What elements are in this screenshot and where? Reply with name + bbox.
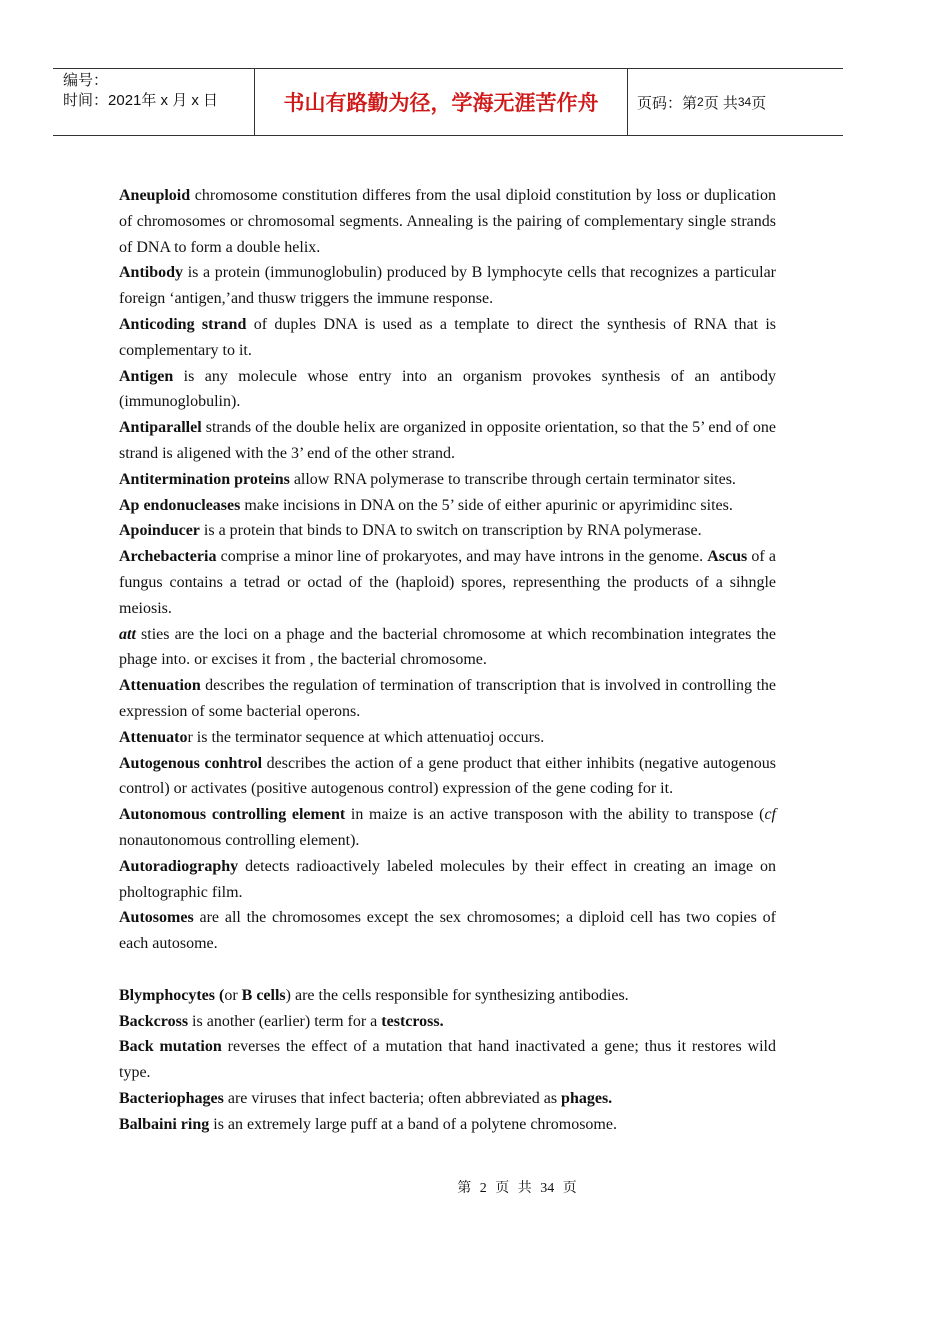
entry-term: Ap endonucleases [119,496,241,514]
entry-text: chromosome constitution differes from the usal diploid constitution by loss or duplication of chromosomes or chromosomal segments. Annealing is the pairing of complementary single strands of DNA to form a double helix. [119,187,776,256]
footer-page: 2 [479,1181,487,1196]
entry-term: Attenuato [119,728,188,746]
entry-term-secondary: testcross. [381,1012,444,1030]
footer-prefix: 第 [457,1181,472,1196]
entry-term: Antitermination proteins [119,470,290,488]
footer-page-indicator [457,1181,577,1196]
footer-suffix: 页 [562,1181,577,1196]
glossary-body [119,183,776,1137]
entry-term: Antigen [119,367,174,385]
page-mid: 页 共 [703,94,738,112]
glossary-entry [119,183,776,260]
footer-mid: 页 共 [495,1181,532,1196]
glossary-entry [119,1009,776,1035]
entry-text: reverses the effect of a mutation that hand inactivated a gene; thus it restores wild type. [119,1038,777,1082]
page-num: 2 [697,95,704,109]
entry-term: Archebacteria [119,548,217,566]
glossary-entry [119,622,776,674]
glossary-entry [119,493,776,519]
glossary-entry [119,802,776,854]
entry-text-secondary: ) are the cells responsible for synthesizing antibodies. [285,986,629,1004]
page-footer [0,1177,950,1197]
entry-italic: cf [764,806,776,824]
entry-term: Autoradiography [119,857,239,875]
entry-text: is a protein that binds to DNA to switch on transcription by RNA polymerase. [199,522,702,540]
entry-term-secondary: Ascus [707,548,748,566]
header-number-label: 编号： [63,72,109,89]
entry-text: in maize is an active transposon with the ability to transpose ( [345,806,765,824]
glossary-entry [119,905,776,957]
entry-text: comprise a minor line of prokaryotes, and may have introns in the genome. [216,548,708,566]
glossary-entry [119,1112,776,1138]
entry-text: is a protein (immunoglobulin) produced by B lymphocyte cells that recognizes a particular foreign ‘antigen,’and thusw triggers the immune response. [119,264,776,308]
date-rest: 年 x 月 x 日 [141,92,219,109]
entry-text: are viruses that infect bacteria; often abbreviated as [223,1089,562,1107]
entry-text: r is the terminator sequence at which attenuatioj occurs. [187,728,545,746]
time-label: 时间： [63,92,109,109]
page-header [53,68,843,136]
entry-term: Antibody [119,264,184,282]
entry-text: is any molecule whose entry into an organism provokes synthesis of an antibody (immunoglobulin). [119,367,776,411]
entry-term: Autosomes [119,909,194,927]
entry-text: are all the chromosomes except the sex chromosomes; a diploid cell has two copies of each autosome. [119,909,776,953]
entry-term: Bacteriophages [119,1089,224,1107]
glossary-entry [119,415,776,467]
glossary-entry [119,467,776,493]
entry-term-secondary: phages. [561,1089,613,1107]
entry-term: Anticoding strand [119,315,247,333]
glossary-entry [119,983,776,1009]
header-date [63,91,254,111]
glossary-entry [119,1034,776,1086]
section-gap [119,957,776,983]
page-label: 页码：第 [637,94,698,112]
entry-text: describes the regulation of termination of transcription that is involved in controlling the expression of some bacterial operons. [119,677,776,720]
entry-term: Backcross [119,1012,189,1030]
glossary-entry [119,673,776,725]
page-end: 页 [751,94,767,112]
glossary-entry [119,260,776,312]
entry-text: strands of the double helix are organized in opposite orientation, so that the 5’ end of one strand is aligened with the 3’ end of the other strand. [119,419,776,462]
entry-text-secondary: of a fungus contains a tetrad or octad of the (haploid) spores, representhing the products of a sihngle meiosis. [119,548,776,617]
entry-term: Balbaini ring [119,1115,210,1133]
entry-term: Aneuploid [119,187,191,204]
entry-text: or [224,986,242,1004]
page-total: 34 [737,95,752,109]
entry-term: Apoinducer [119,522,200,540]
entry-term: Blymphocytes ( [119,986,225,1004]
entry-text: describes the action of a gene product that either inhibits (negative autogenous control) or activates (positive autogenous control) expression of the gene coding for it. [119,754,777,798]
date-year: 2021 [108,92,142,109]
entry-text: detects radioactively labeled molecules by their effect in creating an image on pholtographic film. [119,857,776,901]
glossary-entry [119,544,776,621]
entry-term-secondary: B cells [241,986,286,1004]
entry-term: Antiparallel [119,419,202,437]
entry-term: Attenuation [119,677,201,695]
entry-term: att [119,625,136,643]
entry-text: of duples DNA is used as a template to direct the synthesis of RNA that is complementary to it. [119,315,776,359]
header-motto: 书山有路勤为径，学海无涯苦作舟 [254,69,628,135]
header-page-info [628,69,843,135]
glossary-entry [119,312,776,364]
entry-text: is another (earlier) term for a [188,1012,382,1030]
glossary-entry [119,725,776,751]
entry-text: is an extremely large puff at a band of a polytene chromosome. [209,1115,617,1133]
footer-total: 34 [540,1181,555,1196]
entry-term: Autogenous conhtrol [119,754,263,772]
entry-text: allow RNA polymerase to transcribe through certain terminator sites. [289,470,736,488]
glossary-entry [119,518,776,544]
entry-text-secondary: nonautonomous controlling element). [119,831,360,849]
glossary-entry [119,751,776,803]
entry-term: Back mutation [119,1038,222,1056]
glossary-entry [119,1086,776,1112]
entry-text: make incisions in DNA on the 5’ side of either apurinic or apyrimidinc sites. [240,496,733,514]
entry-term: Autonomous controlling element [119,806,346,824]
entry-text: sties are the loci on a phage and the bacterial chromosome at which recombination integrates the phage into. or excises it from , the bacterial chromosome. [119,625,776,669]
header-meta [53,69,254,135]
glossary-entry [119,854,776,906]
glossary-entry [119,364,776,416]
